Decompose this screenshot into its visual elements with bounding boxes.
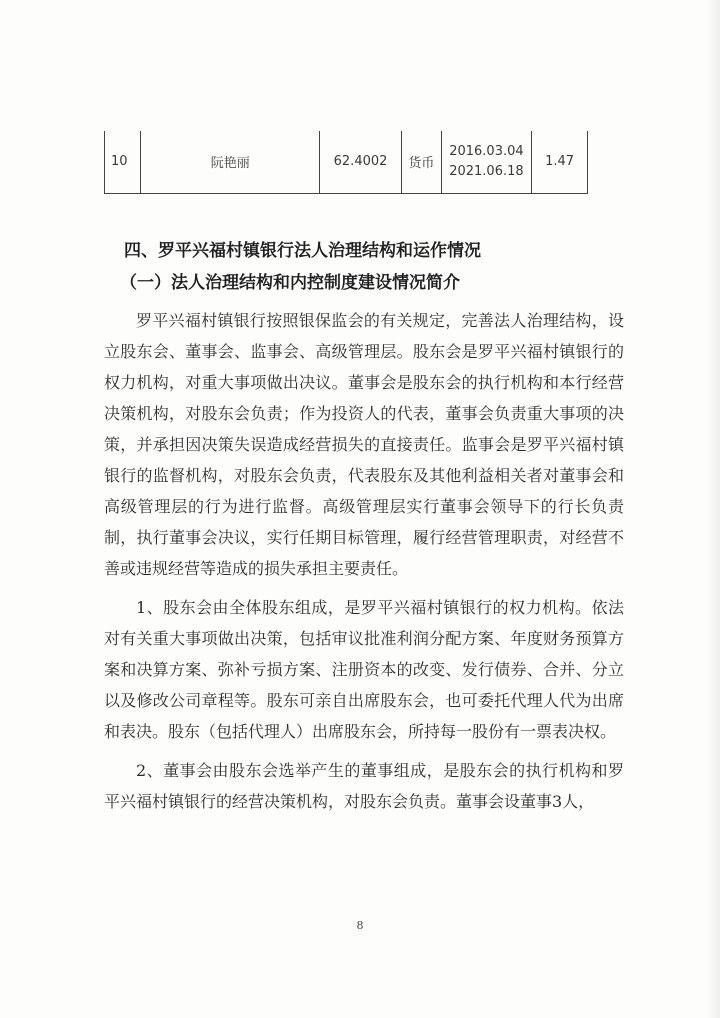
table-row bbox=[105, 131, 588, 193]
name-cell: 阮艳丽 bbox=[141, 131, 320, 193]
date-cell bbox=[441, 131, 531, 193]
page-number: 8 bbox=[356, 919, 364, 932]
method-cell: 货币 bbox=[401, 131, 441, 193]
section-heading: 四、罗平兴福村镇银行法人治理结构和运作情况 bbox=[124, 241, 481, 261]
row-index-cell: 10 bbox=[105, 131, 141, 193]
date-start: 2016.03.04 bbox=[449, 143, 524, 159]
shareholder-table bbox=[104, 131, 588, 194]
amount-cell: 62.4002 bbox=[320, 131, 402, 193]
paragraph-governance: 罗平兴福村镇银行按照银保监会的有关规定，完善法人治理结构，设立股东会、董事会、监事会、高级管理层。股东会是罗平兴福村镇银行的权力机构，对重大事项做出决议。董事会是股东会的执行机构和本行经营决策机构，对股东会负责；作为投资人的代表，董事会负责重大事项的决策，并承担因决策失误造成经营损失的直接责任。监事会是罗平兴福村镇银行的监督机构，对股东会负责，代表股东及其他利益相关者对董事会和高级管理层的行为进行监督。高级管理层实行董事会领导下的行长负责制，执行董事会决议，实行任期目标管理，履行经营管理职责，对经营不善或违规经营等造成的损失承担主要责任。 bbox=[104, 311, 624, 578]
paragraph-shareholders-meeting: 1、股东会由全体股东组成，是罗平兴福村镇银行的权力机构。依法对有关重大事项做出决策，包括审议批准利润分配方案、年度财务预算方案和决算方案、弥补亏损方案、注册资本的改变、发行债券、合并、分立以及修改公司章程等。股东可亲自出席股东会，也可委托代理人代为出席和表决。股东（包括代理人）出席股东会，所持每一股份有一票表决权。 bbox=[104, 598, 624, 741]
section-subheading: （一）法人治理结构和内控制度建设情况简介 bbox=[120, 273, 460, 293]
ratio-cell: 1.47 bbox=[532, 131, 588, 193]
paragraph-board: 2、董事会由股东会选举产生的董事组成，是股东会的执行机构和罗平兴福村镇银行的经营决策机构，对股东会负责。董事会设董事3人， bbox=[104, 761, 624, 811]
page-edge-shadow bbox=[706, 0, 720, 1018]
date-end: 2021.06.18 bbox=[449, 163, 524, 179]
body-text bbox=[104, 305, 624, 817]
